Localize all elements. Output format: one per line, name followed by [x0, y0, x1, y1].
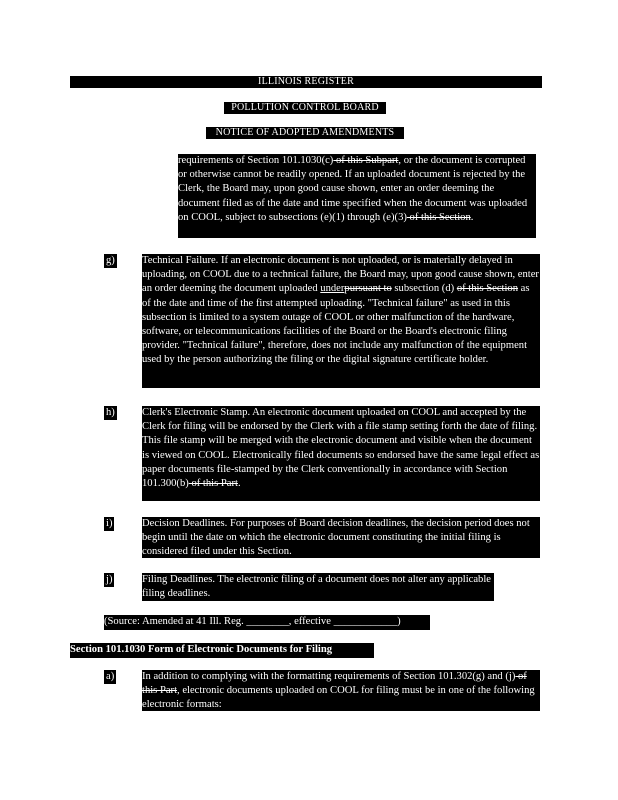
- item-j-text: Filing Deadlines. The electronic filing of a document does not alter any applicable filing deadlines.: [142, 574, 491, 600]
- notice-title-text: NOTICE OF ADOPTED AMENDMENTS: [215, 127, 395, 138]
- notice-title: [206, 127, 404, 139]
- continuation-text-3: .: [470, 211, 474, 223]
- continuation-strike-2: of this Section: [406, 211, 471, 223]
- item-i-paragraph: [142, 517, 540, 558]
- item-g-underline: under: [320, 283, 345, 295]
- item-g-text-3: as of the date and time of the first attempted uploading. "Technical failure" as used in this subsection is limited to a system outage of COOL or other malfunction of the hardware, software, or telecommunications facilities of the Board or the Board's electronic filing provider. "Technical failure", therefore, does not include any malfunction of the equipment used by the person authorizing the filing or the digital signature certificate holder.: [142, 283, 530, 366]
- item-g-label: g): [106, 255, 115, 266]
- source-note-text: (Source: Amended at 41 Ill. Reg. ________, effective ____________): [104, 616, 401, 627]
- item-g-text-2: subsection (d): [391, 283, 457, 295]
- section-item-a-strike: of this Part: [142, 671, 527, 697]
- item-g-paragraph: [142, 254, 540, 388]
- section-item-a-label: a): [106, 671, 115, 682]
- item-g-strike-2: of this Section: [456, 283, 519, 295]
- register-title: [70, 76, 542, 88]
- item-h-strike: of this Part: [188, 478, 238, 490]
- register-title-text: ILLINOIS REGISTER: [258, 76, 354, 87]
- item-h-paragraph: [142, 406, 540, 501]
- board-name: [224, 102, 386, 114]
- board-name-text: POLLUTION CONTROL BOARD: [231, 102, 379, 113]
- continuation-paragraph: [178, 154, 536, 238]
- continuation-text-1: requirements of Section 101.1030(c): [178, 155, 334, 166]
- section-item-a-paragraph: [142, 670, 540, 711]
- continuation-text-2: , or the document is corrupted or otherwise cannot be readily opened. If an uploaded document is rejected by the Clerk, the Board may, upon good cause shown, enter an order deeming the document filed as of the date and time specified when the document was uploaded on COOL, subject to subsections (e)(1) through (e)(3): [178, 155, 528, 223]
- continuation-strike-1: of this Subpart: [333, 155, 399, 166]
- item-h-text-2: .: [237, 478, 241, 490]
- section-item-a-text-2: , electronic documents uploaded on COOL for filing must be in one of the following electronic formats:: [142, 685, 535, 711]
- item-j-label: j): [106, 574, 113, 585]
- section-item-a-text-1: In addition to complying with the formatting requirements of Section 101.302(g) and (j): [142, 671, 516, 682]
- item-j-paragraph: [142, 573, 494, 601]
- item-h-text-1: Clerk's Electronic Stamp. An electronic document uploaded on COOL and accepted by the Clerk for filing will be endorsed by the Clerk with a file stamp setting forth the date of filing. This file stamp will be merged with the electronic document and visible when the document is viewed on COOL. Electronically filed documents so endorsed have the same legal effect as paper documents file-stamped by the Clerk conventionally in accordance with Section 101.300(b): [142, 407, 540, 490]
- section-heading-text: Section 101.1030 Form of Electronic Documents for Filing: [70, 644, 333, 655]
- source-note: [104, 615, 430, 630]
- section-heading: [70, 643, 374, 658]
- item-i-label: i): [106, 518, 113, 529]
- item-g-text-1: Technical Failure. If an electronic document is not uploaded, or is materially delayed in uploading, on COOL due to a technical failure, the Board may, upon good cause shown, enter an order deeming the document uploaded: [142, 255, 539, 295]
- item-i-text: Decision Deadlines. For purposes of Board decision deadlines, the decision period does not begin until the date on which the electronic document constituting the initial filing is considered filed under this Section.: [142, 518, 530, 558]
- item-h-label: h): [106, 407, 115, 418]
- item-g-strike-1: pursuant to: [344, 283, 392, 295]
